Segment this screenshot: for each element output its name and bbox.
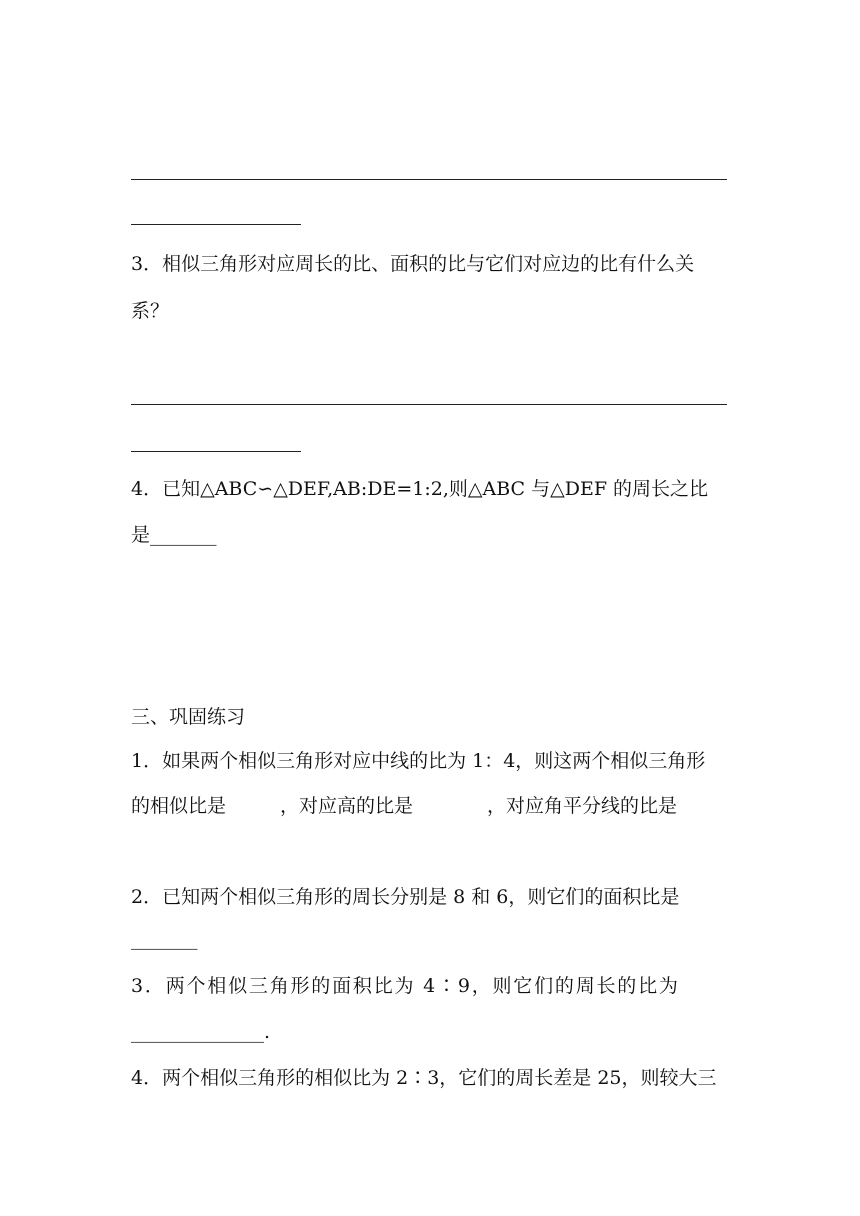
question-4-line-2: 是_______ xyxy=(131,524,217,546)
question-3-line-1: 3．相似三角形对应周长的比、面积的比与它们对应边的比有什么关 xyxy=(131,253,695,275)
answer-line-short xyxy=(131,451,301,452)
exercise-1-line-2 xyxy=(131,793,677,819)
question-3-line-2: 系？ xyxy=(131,300,170,322)
exercise-3-line-2: ______________. xyxy=(131,1021,271,1043)
exercise-2-line-1: 2．已知两个相似三角形的周长分别是 8 和 6，则它们的面积比是 xyxy=(131,886,680,908)
exercise-4-line-1: 4．两个相似三角形的相似比为 2∶3，它们的周长差是 25，则较大三 xyxy=(131,1067,717,1089)
answer-line-short xyxy=(131,224,301,225)
exercise-3-line-1: 3．两个相似三角形的面积比为 4∶9，则它们的周长的比为 xyxy=(131,975,680,997)
exercise-1-text-a: 的相似比是 xyxy=(131,795,227,817)
section-heading: 三、巩固练习 xyxy=(131,706,246,728)
question-4-line-1: 4．已知△ABC∽△DEF,AB:DE=1:2,则△ABC 与△DEF 的周长之比 xyxy=(131,478,709,500)
exercise-1-text-c: ，对应角平分线的比是 xyxy=(487,795,678,817)
answer-line-long xyxy=(131,404,727,405)
answer-line-long xyxy=(131,179,727,180)
exercise-1-line-1: 1．如果两个相似三角形对应中线的比为 1：4，则这两个相似三角形 xyxy=(131,750,706,772)
exercise-1-text-b: ，对应高的比是 xyxy=(280,795,414,817)
exercise-2-line-2: _______ xyxy=(131,928,198,950)
